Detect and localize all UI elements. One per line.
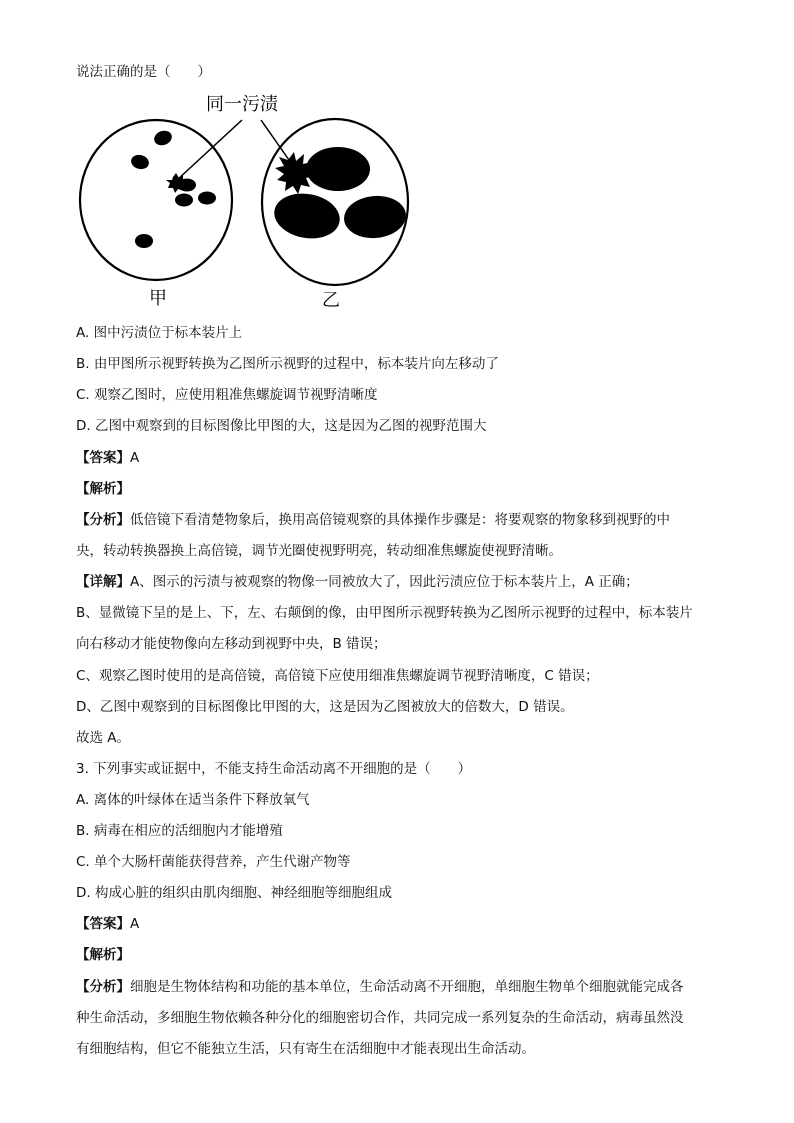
q2-analysis-intro-1 — [76, 510, 670, 530]
q3-analysis-1 — [76, 977, 684, 997]
cell-dot — [175, 194, 193, 207]
q3-analysis-tag: 【解析】 — [76, 947, 130, 963]
q3-analysis-3: 有细胞结构，但它不能独立生活，只有寄生在活细胞中才能表现出生命活动。 — [76, 1041, 535, 1057]
q2-conclusion: 故选 A。 — [76, 730, 131, 746]
answer-value: A — [130, 916, 140, 932]
q2-option-c: C. 观察乙图时，应使用粗准焦螺旋调节视野清晰度 — [76, 387, 378, 403]
question-stem-tail: 说法正确的是（ ） — [76, 64, 211, 80]
q2-analysis-intro-2: 央，转动转换器换上高倍镜，调节光圈使视野明亮，转动细准焦螺旋使视野清晰。 — [76, 543, 562, 559]
field-jia-label: 甲 — [149, 288, 167, 309]
q2-answer-line — [76, 448, 139, 468]
q3-answer-line — [76, 914, 139, 934]
q2-detail-3: 向右移动才能使物像向左移动到视野中央，B 错误； — [76, 636, 387, 652]
analysis-intro-tag: 【分析】 — [76, 979, 130, 995]
cell-large — [306, 147, 370, 191]
cell-dot — [198, 192, 216, 205]
analysis-intro-text: 低倍镜下看清楚物象后，换用高倍镜观察的具体操作步骤是：将要观察的物象移到视野的中 — [130, 512, 670, 528]
analysis-intro-tag: 【分析】 — [76, 512, 130, 528]
q2-detail-1 — [76, 572, 639, 592]
answer-tag: 【答案】 — [76, 450, 130, 466]
cell-large — [271, 189, 344, 244]
cell-dot — [129, 153, 150, 171]
q2-option-d: D. 乙图中观察到的目标图像比甲图的大，这是因为乙图的视野范围大 — [76, 418, 487, 434]
q3-option-a: A. 离体的叶绿体在适当条件下释放氧气 — [76, 792, 310, 808]
q2-detail-2: B、显微镜下呈的是上、下，左、右颠倒的像，由甲图所示视野转换为乙图所示视野的过程中，标本装片 — [76, 605, 693, 621]
microscope-fields-diagram — [76, 90, 426, 315]
detail-tag: 【详解】 — [76, 574, 130, 590]
cell-dot — [135, 234, 153, 248]
cell-dot — [152, 128, 174, 147]
cell-large — [342, 193, 407, 240]
q2-detail-5: D、乙图中观察到的目标图像比甲图的大，这是因为乙图被放大的倍数大，D 错误。 — [76, 699, 574, 715]
q3-option-c: C. 单个大肠杆菌能获得营养，产生代谢产物等 — [76, 854, 351, 870]
microscope-figure — [76, 90, 426, 315]
callout-label: 同一污渍 — [206, 94, 278, 115]
q2-option-a: A. 图中污渍位于标本装片上 — [76, 325, 243, 341]
q3-stem: 3. 下列事实或证据中，不能支持生命活动离不开细胞的是（ ） — [76, 761, 472, 777]
callout-line-to-jia — [177, 120, 242, 180]
answer-tag: 【答案】 — [76, 916, 130, 932]
answer-value: A — [130, 450, 140, 466]
q2-detail-4: C、观察乙图时使用的是高倍镜，高倍镜下应使用细准焦螺旋调节视野清晰度，C 错误； — [76, 668, 599, 684]
q2-analysis-tag: 【解析】 — [76, 481, 130, 497]
q3-option-d: D. 构成心脏的组织由肌肉细胞、神经细胞等细胞组成 — [76, 885, 392, 901]
q3-option-b: B. 病毒在相应的活细胞内才能增殖 — [76, 823, 283, 839]
q3-analysis-2: 种生命活动，多细胞生物依赖各种分化的细胞密切合作，共同完成一系列复杂的生命活动，病毒虽然没 — [76, 1010, 684, 1026]
stain-large-icon — [275, 152, 315, 194]
analysis-text: 细胞是生物体结构和功能的基本单位，生命活动离不开细胞，单细胞生物单个细胞就能完成各 — [130, 979, 684, 995]
field-yi-label: 乙 — [322, 290, 340, 311]
q2-option-b: B. 由甲图所示视野转换为乙图所示视野的过程中，标本装片向左移动了 — [76, 356, 499, 372]
detail-text: A、图示的污渍与被观察的物像一同被放大了，因此污渍应位于标本装片上，A 正确； — [130, 574, 639, 590]
